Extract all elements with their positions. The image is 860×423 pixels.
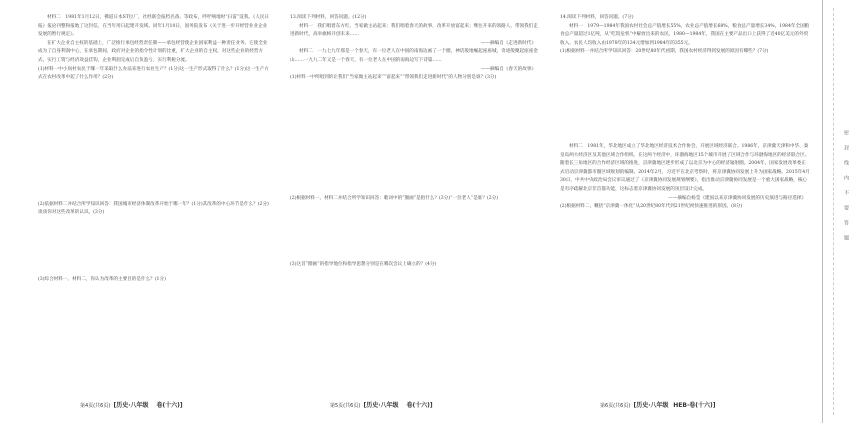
answer-space[interactable]: [560, 57, 810, 143]
question-13-1: (1)材料一中所唱到的让我们“当家做主站起来”“富起来”“带领我们走进新时代”的人物分别是谁？(3分): [290, 75, 497, 81]
page-number: 第5页(共6页): [330, 403, 361, 409]
answer-space[interactable]: [38, 218, 270, 276]
material-two-citation: ——摘编自杨莹《建国以来京津冀协同发展的历史演进与路径选择》: [668, 195, 806, 201]
page-4-footer: [80, 400, 183, 409]
seal-line-notice: 密封线内不要答题: [843, 130, 849, 250]
question-13-2: (2)根据材料一、材料二并结合所学知识回答：歌词中的“圈画”是指什么？(3分)“一位老人”是谁？(2分): [290, 195, 499, 201]
subject-label: [历史·八年级: [633, 402, 669, 409]
seal-line-margin: [822, 0, 860, 423]
volume-code-label: HEB·卷(十六)]: [673, 402, 716, 409]
page-6-footer: [600, 400, 715, 409]
answer-space[interactable]: [290, 83, 540, 195]
subject-label: [历史·八年级: [363, 402, 399, 409]
volume-label: 卷(十六)]: [156, 402, 183, 409]
question-12-3: (3)综合材料一、材料二，你认为改革的主要目的是什么？(1分): [38, 276, 166, 282]
material-two-paragraph-1: 材料二 1981年1月12日，佛道日本ST位厂，社经联会报档名备、等政布，呼吁响地时“扫雷”设我。《人民日报》报论刊整和报地了这封信，在当年用日起建开发域。同年1月10日，国务院发布《关于进一步开经营业业企业发展的暂行规定》。: [38, 15, 270, 38]
material-one-paragraph: 材料一 我们唱着东方红，当家做主站起来；我们唱着春天的故事，改革开放富起来；继往开来的领路人，带领我们走进新时代，高举旗帜开创未来……: [290, 23, 538, 38]
question-13-heading: 13.阅读下列材料，回答问题。(12分): [290, 15, 367, 20]
page-5-footer: [330, 400, 433, 409]
question-14-heading: 14.阅读下列材料，回答问题。(7分): [560, 15, 634, 20]
page-number: 第4页(共6页): [80, 403, 111, 409]
question-14-1: (1)根据材料一并结合所学知识回答：20世纪80年代初期，我国农村经济得到发展的原因有哪些？(7分): [560, 49, 769, 55]
page-6-column: [560, 14, 810, 212]
answer-space[interactable]: [38, 83, 270, 201]
material-two-citation: ——摘编自《春天的故事》: [480, 66, 536, 72]
question-12-1: (1)材料一中小岗村农民于哪一年采取什么办法来进行农业生产？(1分)这一生产形式取得了什么？(1分)这一生产方式在农村改革中起了什么作用？(2分): [38, 66, 269, 81]
answer-space[interactable]: [290, 203, 540, 261]
question-14-2: (2)根据材料二，概括“京津冀一体化”从20世纪80年代到21世纪初快速推进的原因。(8分): [560, 204, 743, 210]
seal-line: [833, 8, 834, 415]
material-two-paragraph: 材料二 一九七九年那是一个春天，有一位老人在中国的南海边画了一个圈，神话般地崛起座座城，奇迹般聚起座座金山……一九九二年又是一个春天，有一位老人在中国的南海边写下诗篇……: [290, 49, 538, 63]
volume-label: 卷(十六)]: [406, 402, 433, 409]
material-one-paragraph: 材料一 1979—1984年我国农村社会总产值增长55%，农业总产值增长68%，粮食总产量增长34%，1984年全国粮食总产量超过1亿吨，从“吃饭危机”中解放出来的农民，1980—1984年，我国在主要产品出口上获得了近40亿美元的外贸收入，农民人均收入由1978年的134元增加到1984年的355元。: [560, 23, 810, 46]
subject-label: [历史·八年级: [113, 402, 149, 409]
material-two-paragraph-2: 在扩大企业自主权的基础上，广泛推行承包经营责任制——承包经营使企业国家利益一种责任业务。它使全业成为了自身利润中心，在承包期间，政府对企业的指令性计划的比重，扩大企业的自主权，对这些企业的经营方式，实行工资与经济效益挂钩，企业利润完成后自负盈亏，实行利税分流。: [38, 40, 268, 63]
page-5-column: [290, 14, 540, 270]
material-two-paragraph: 材料二 1981年，华北地区成立了华北地区经济技术合作协会，开展区域经济联合。1986年，京津冀天津和中华、秦皇岛两大经济区及其他区域合作组织。在这两个经济中，环渤海地区15个城市开展了区域合作与环渤海地区的经济联合区。随着长三角地区的合作经济区域的推进，京津冀地区逐步形成了以北京为中心的经济辐射圈。2004年，国家发展改革委正式启动京津冀都市圈区域规划的编制。2014年2月，习近平在北京考察时，将京津冀协同发展上升为国家战略。2015年4月30日，中共中央政治局会议审议通过了《京津冀协同发展规划纲要》，指出推动京津冀协同发展是一个重大国家战略，核心是有序疏解北京非首都功能，这标志着京津冀协同发展的顶层设计完成。: [560, 143, 810, 192]
page-number: 第6页(共6页): [600, 403, 631, 409]
material-one-citation: ——摘编自《走进新时代》: [480, 40, 536, 46]
question-12-2: (2)依据材料二并结合所学知识回答：我国城市经济体制改革开始于哪一年？(1分)其改革的中心环节是什么？(2分)谈谈你对这些改革的认识。(3分): [38, 201, 269, 216]
page-4-column: [38, 14, 270, 285]
question-13-3: (3)这首“圈画”的指导地位和指导思想分别是在哪次会议上确立的？(4分): [290, 262, 437, 268]
